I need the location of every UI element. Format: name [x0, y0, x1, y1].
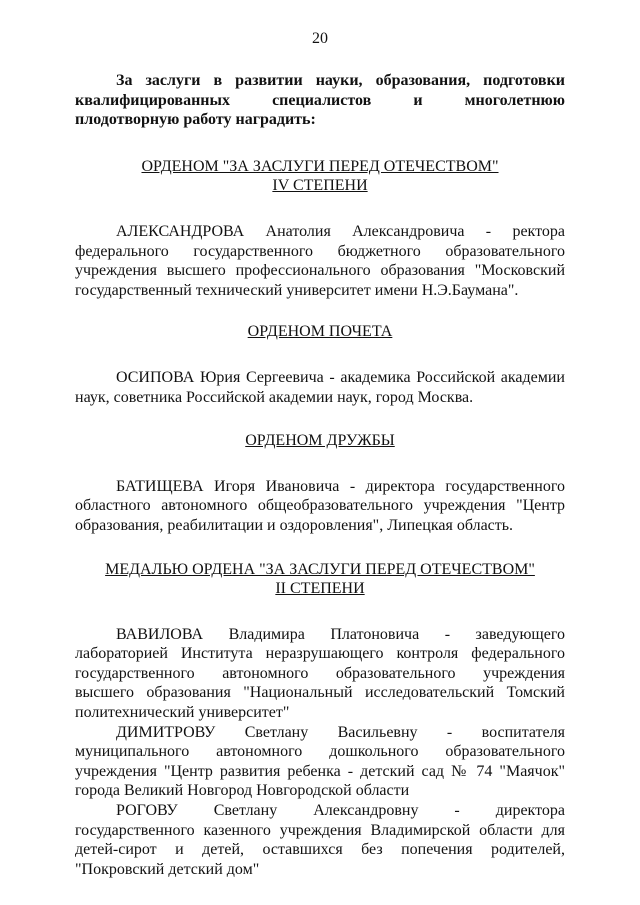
- intro-line: За заслуги в развитии науки, образования, подготовки: [116, 72, 565, 89]
- entry-line: учреждения "Центр развития ребенка - детский сад № 74 "Маячок": [75, 762, 565, 780]
- recipient-entry: [75, 723, 565, 801]
- award-heading-line: ОРДЕНОМ ПОЧЕТА: [247, 323, 393, 341]
- entry-line: ОСИПОВА Юрия Сергеевича - академика Российской академии: [116, 368, 565, 386]
- recipient-entry: [75, 368, 565, 407]
- entry-line: федерального государственного бюджетного образовательного: [75, 242, 565, 260]
- entry-line: высшего образования "Национальный исследовательский Томский: [75, 684, 565, 702]
- page-number: 20: [312, 30, 328, 47]
- intro-line: плодотворную работу наградить:: [75, 111, 316, 129]
- entry-line: областного автономного общеобразовательного учреждения "Центр: [75, 497, 565, 515]
- entry-line: РОГОВУ Светлану Александровну - директора: [116, 802, 565, 820]
- entry-line: образования, реабилитации и оздоровления", Липецкая область.: [75, 516, 514, 534]
- entry-line: политехнический университет": [75, 704, 290, 722]
- entry-line: наук, советника Российской академии наук, город Москва.: [75, 388, 474, 406]
- entry-line: муниципального автономного дошкольного образовательного: [75, 743, 565, 761]
- award-heading-order-merit-iv: [75, 157, 565, 196]
- entry-line: учреждения высшего профессионального образования "Московский: [75, 262, 565, 280]
- entry-line: "Покровский детский дом": [75, 860, 260, 878]
- entry-line: ДИМИТРОВУ Светлану Васильевну - воспитателя: [116, 723, 565, 741]
- recipient-entry: [75, 477, 565, 536]
- award-heading-line: II СТЕПЕНИ: [275, 580, 365, 598]
- entry-line: лабораторией Института неразрушающего контроля федерального: [75, 645, 565, 663]
- entry-line: государственный технический университет имени Н.Э.Баумана".: [75, 281, 519, 299]
- recipient-entry: [75, 801, 565, 879]
- entry-line: детей-сирот и детей, оставшихся без попечения родителей,: [75, 841, 565, 859]
- entry-line: государственного автономного образовательного учреждения: [75, 664, 565, 682]
- award-heading-line: ОРДЕНОМ "ЗА ЗАСЛУГИ ПЕРЕД ОТЕЧЕСТВОМ": [141, 157, 499, 175]
- entry-line: АЛЕКСАНДРОВА Анатолия Александровича - ректора: [116, 222, 565, 240]
- award-heading-line: МЕДАЛЬЮ ОРДЕНА "ЗА ЗАСЛУГИ ПЕРЕД ОТЕЧЕСТВОМ": [105, 560, 535, 578]
- intro-paragraph: [75, 71, 565, 130]
- award-heading-line: IV СТЕПЕНИ: [272, 177, 368, 195]
- entry-line: города Великий Новгород Новгородской области: [75, 782, 410, 800]
- intro-line: квалифицированных специалистов и многолетнюю: [75, 91, 565, 109]
- award-heading-order-honour: [75, 322, 565, 342]
- entry-line: государственного казенного учреждения Владимирской области для: [75, 821, 565, 839]
- recipient-entry: [75, 222, 565, 300]
- award-heading-order-friendship: [75, 431, 565, 451]
- award-heading-medal-merit-ii: [75, 560, 565, 599]
- entry-line: ВАВИЛОВА Владимира Платоновича - заведующего: [116, 625, 565, 643]
- document-body: [75, 71, 565, 879]
- recipient-entry: [75, 625, 565, 723]
- entry-line: БАТИЩЕВА Игоря Ивановича - директора государственного: [116, 477, 565, 495]
- award-heading-line: ОРДЕНОМ ДРУЖБЫ: [245, 432, 395, 450]
